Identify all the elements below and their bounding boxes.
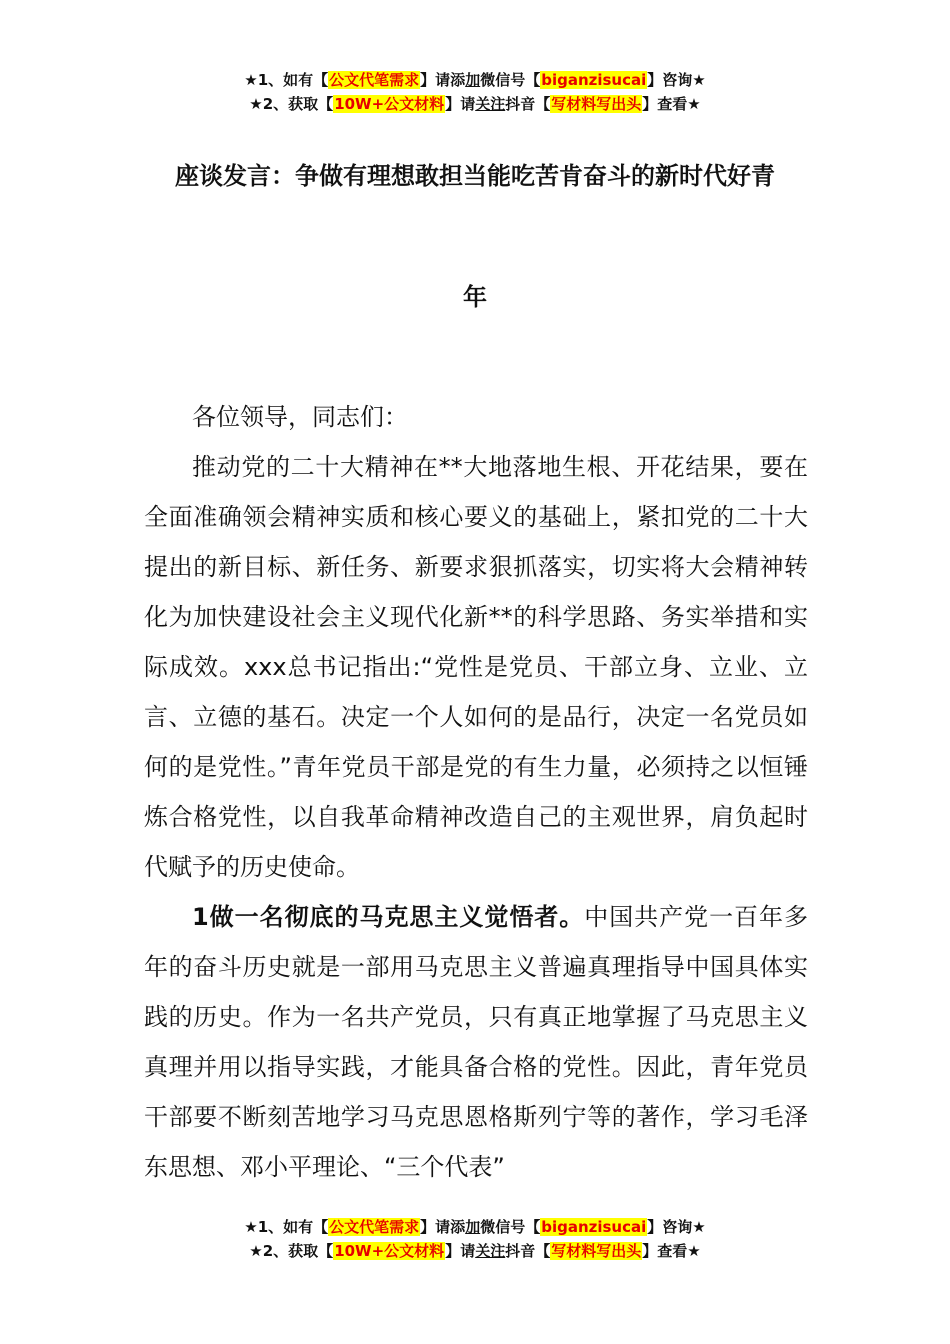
banner-text: 】请添: [420, 71, 466, 89]
banner-text: 】请: [445, 1242, 476, 1260]
banner-text: 抖音【: [505, 95, 551, 113]
banner-highlight: 公文代笔需求: [329, 71, 420, 89]
banner-text: 】咨询★: [647, 71, 706, 89]
section-heading: 1做一名彻底的马克思主义觉悟者。: [192, 903, 585, 931]
banner-underlined-text: 关注: [475, 1242, 506, 1260]
banner-text: 】请: [445, 95, 476, 113]
banner-text: 】查看★: [642, 1242, 701, 1260]
banner-highlight: 公文代笔需求: [329, 1218, 420, 1236]
banner-underlined-text: 加: [465, 71, 481, 89]
banner-highlight: 10W+公文材料: [334, 95, 445, 113]
document-title: 座谈发言：争做有理想敢担当能吃苦肯奋斗的新时代好青: [175, 162, 775, 190]
banner-line-2: [0, 1239, 950, 1263]
banner-text: 微信号【: [480, 1218, 541, 1236]
paragraph-2-text: 中国共产党一百年多年的奋斗历史就是一部用马克思主义普遍真理指导中国具体实践的历史。作为一名共产党员，只有真正地掌握了马克思主义真理并用以指导实践，才能具备合格的党性。因此，青年党员干部要不断刻苦地学习马克思恩格斯列宁等的著作，学习毛泽东思想、邓小平理论、“三个代表”: [144, 903, 808, 1181]
banner-text: ★2、获取【: [249, 95, 334, 113]
footer-banner: [0, 1215, 950, 1263]
banner-text: 】请添: [420, 1218, 466, 1236]
banner-text: 抖音【: [505, 1242, 551, 1260]
banner-highlight: 写材料写出头: [551, 1242, 642, 1260]
banner-highlight: 10W+公文材料: [334, 1242, 445, 1260]
paragraph-2: [144, 892, 808, 1192]
banner-text: ★1、如有【: [244, 71, 329, 89]
banner-underlined-text: 关注: [475, 95, 506, 113]
banner-line-1: [0, 1215, 950, 1239]
banner-text: ★1、如有【: [244, 1218, 329, 1236]
banner-line-2: [0, 92, 950, 116]
banner-highlight: biganzisucai: [541, 71, 647, 89]
header-banner: [0, 68, 950, 116]
banner-text: 】咨询★: [647, 1218, 706, 1236]
banner-line-1: [0, 68, 950, 92]
banner-highlight: biganzisucai: [541, 1218, 647, 1236]
paragraph-1: 推动党的二十大精神在**大地落地生根、开花结果，要在全面准确领会精神实质和核心要义的基础上，紧扣党的二十大提出的新目标、新任务、新要求狠抓落实，切实将大会精神转化为加快建设社会主义现代化新**的科学思路、务实举措和实际成效。xxx总书记指出:“党性是党员、干部立身、立业、立言、立德的基石。决定一个人如何的是品行，决定一名党员如何的是党性。”青年党员干部是党的有生力量，必须持之以恒锤炼合格党性，以自我革命精神改造自己的主观世界，肩负起时代赋予的历史使命。: [144, 453, 808, 881]
document-title-continuation: 年: [463, 283, 487, 311]
greeting: 各位领导，同志们：: [192, 403, 408, 431]
document-body: [144, 392, 808, 1192]
banner-text: 】查看★: [642, 95, 701, 113]
banner-text: 微信号【: [480, 71, 541, 89]
banner-underlined-text: 加: [465, 1218, 481, 1236]
banner-highlight: 写材料写出头: [551, 95, 642, 113]
banner-text: ★2、获取【: [249, 1242, 334, 1260]
